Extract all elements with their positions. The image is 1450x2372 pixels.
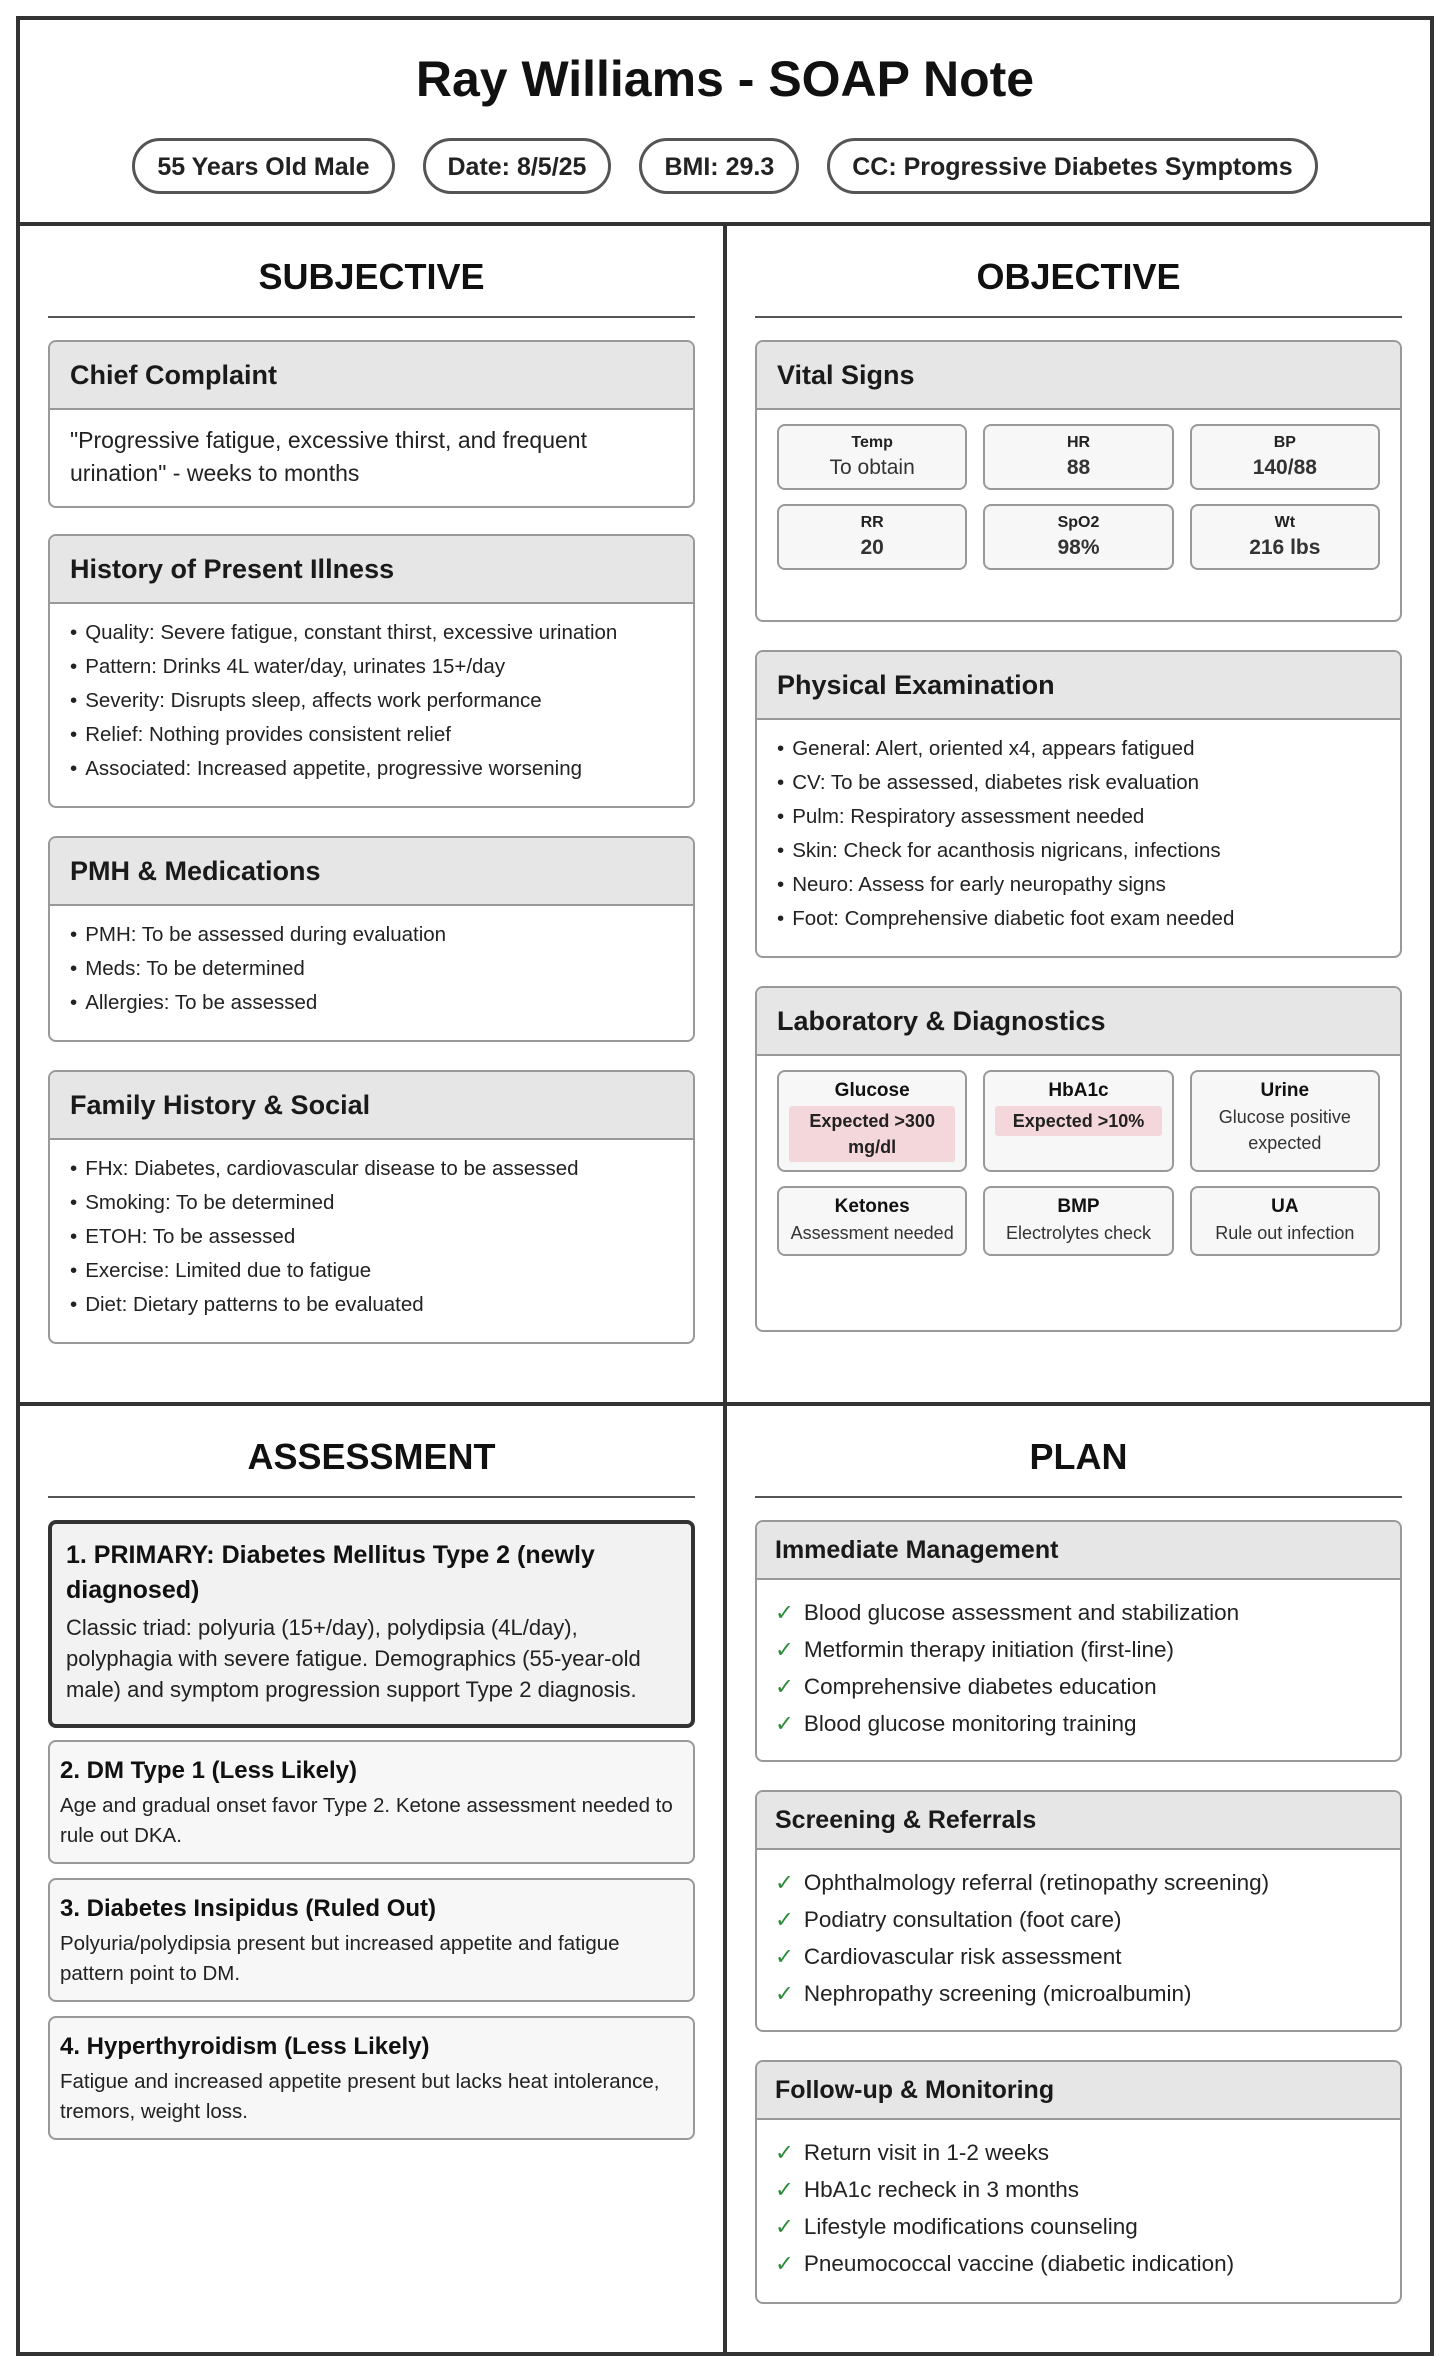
- lab-value: Glucose positive expected: [1218, 1107, 1351, 1153]
- lab-value: Rule out infection: [1215, 1223, 1355, 1243]
- list-item: • General: Alert, oriented x4, appears fatigued: [777, 732, 1380, 766]
- diagnosis-primary: [48, 1520, 695, 1728]
- header: [20, 20, 1430, 226]
- vital-label: SpO2: [1057, 514, 1100, 531]
- pmh-list: [70, 918, 673, 1020]
- lab-hba1c: [983, 1070, 1173, 1172]
- vital-bp: [1190, 424, 1380, 490]
- check-icon: ✓: [775, 2214, 794, 2239]
- patient-info-pills: [20, 138, 1430, 194]
- lab-ketones: [777, 1186, 967, 1256]
- vital-value: 216 lbs: [1249, 536, 1321, 559]
- list-item: [775, 1631, 1382, 1668]
- pill-date: Date: 8/5/25: [423, 138, 612, 194]
- followup-monitoring-list: [757, 2120, 1400, 2288]
- list-item: [775, 2245, 1382, 2282]
- vital-value: 140/88: [1252, 456, 1317, 479]
- list-item-text: Lifestyle modifications counseling: [803, 2214, 1138, 2239]
- labs-grid: [757, 1056, 1400, 1274]
- lab-urine: [1190, 1070, 1380, 1172]
- list-item: • FHx: Diabetes, cardiovascular disease to be assessed: [70, 1152, 673, 1186]
- list-item: • Pulm: Respiratory assessment needed: [777, 800, 1380, 834]
- vital-rr: [777, 504, 967, 570]
- lab-label: Glucose: [834, 1080, 910, 1101]
- vital-label: Wt: [1274, 514, 1296, 531]
- list-item: • ETOH: To be assessed: [70, 1220, 673, 1254]
- physical-exam-heading: Physical Examination: [757, 652, 1400, 720]
- diagnosis-text: Polyuria/polydipsia present but increased appetite and fatigue pattern point to DM.: [60, 1932, 620, 1985]
- family-social-list: [70, 1152, 673, 1322]
- list-item: [775, 1938, 1382, 1975]
- list-item: • Diet: Dietary patterns to be evaluated: [70, 1288, 673, 1322]
- diagnosis-title: 4. Hyperthyroidism (Less Likely): [60, 2033, 430, 2060]
- list-item: [775, 1594, 1382, 1631]
- list-item: [775, 1705, 1382, 1742]
- list-item: [775, 1975, 1382, 2012]
- chief-complaint-text: "Progressive fatigue, excessive thirst, and frequent urination" - weeks to months: [70, 427, 587, 486]
- list-item: • Relief: Nothing provides consistent relief: [70, 718, 673, 752]
- lab-label: Ketones: [834, 1196, 910, 1217]
- lab-ua: [1190, 1186, 1380, 1256]
- check-icon: ✓: [775, 1674, 794, 1699]
- check-icon: ✓: [775, 1637, 794, 1662]
- lab-value: Electrolytes check: [1005, 1223, 1152, 1243]
- lab-label: UA: [1271, 1196, 1299, 1217]
- plan-title: PLAN: [755, 1436, 1402, 1498]
- list-item: [775, 1864, 1382, 1901]
- subjective-title: SUBJECTIVE: [48, 256, 695, 318]
- immediate-management-list: [757, 1580, 1400, 1748]
- lab-label: Urine: [1260, 1080, 1310, 1101]
- check-icon: ✓: [775, 1711, 794, 1736]
- list-item-text: Blood glucose assessment and stabilization: [803, 1600, 1240, 1625]
- list-item: • Severity: Disrupts sleep, affects work performance: [70, 684, 673, 718]
- hpi-card: [48, 534, 695, 808]
- assessment-title: ASSESSMENT: [48, 1436, 695, 1498]
- pmh-heading: PMH & Medications: [50, 838, 693, 906]
- vital-weight: [1190, 504, 1380, 570]
- lab-label: HbA1c: [1048, 1080, 1109, 1101]
- list-item: • Meds: To be determined: [70, 952, 673, 986]
- list-item: • Quality: Severe fatigue, constant thirst, excessive urination: [70, 616, 673, 650]
- list-item: [775, 1668, 1382, 1705]
- vital-label: RR: [860, 514, 884, 531]
- pill-chief-complaint: CC: Progressive Diabetes Symptoms: [827, 138, 1317, 194]
- immediate-management-heading: Immediate Management: [757, 1522, 1400, 1580]
- check-icon: ✓: [775, 1981, 794, 2006]
- list-item-text: Ophthalmology referral (retinopathy screening): [803, 1870, 1270, 1895]
- check-icon: ✓: [775, 1907, 794, 1932]
- list-item: • CV: To be assessed, diabetes risk evaluation: [777, 766, 1380, 800]
- vital-signs-heading: Vital Signs: [757, 342, 1400, 410]
- chief-complaint-heading: Chief Complaint: [50, 342, 693, 410]
- vital-signs-card: [755, 340, 1402, 622]
- lab-glucose: [777, 1070, 967, 1172]
- list-item: • PMH: To be assessed during evaluation: [70, 918, 673, 952]
- diagnosis-title: 1. PRIMARY: Diabetes Mellitus Type 2 (newly diagnosed): [66, 1541, 595, 1604]
- list-item-text: HbA1c recheck in 3 months: [803, 2177, 1079, 2202]
- list-item-text: Cardiovascular risk assessment: [803, 1944, 1122, 1969]
- diagnosis-text: Fatigue and increased appetite present but lacks heat intolerance, tremors, weight loss.: [60, 2070, 660, 2123]
- chief-complaint-card: [48, 340, 695, 508]
- list-item: • Pattern: Drinks 4L water/day, urinates 15+/day: [70, 650, 673, 684]
- list-item: • Exercise: Limited due to fatigue: [70, 1254, 673, 1288]
- lab-bmp: [983, 1186, 1173, 1256]
- vital-label: Temp: [851, 434, 893, 451]
- lab-label: BMP: [1057, 1196, 1100, 1217]
- list-item-text: Nephropathy screening (microalbumin): [803, 1981, 1192, 2006]
- list-item: • Allergies: To be assessed: [70, 986, 673, 1020]
- list-item-text: Blood glucose monitoring training: [803, 1711, 1137, 1736]
- vital-hr: [983, 424, 1173, 490]
- check-icon: ✓: [775, 1870, 794, 1895]
- check-icon: ✓: [775, 1600, 794, 1625]
- objective-title: OBJECTIVE: [755, 256, 1402, 318]
- list-item: [775, 2171, 1382, 2208]
- vital-label: HR: [1066, 434, 1091, 451]
- list-item: [775, 2134, 1382, 2171]
- diagnosis-item: [48, 1878, 695, 2002]
- labs-heading: Laboratory & Diagnostics: [757, 988, 1400, 1056]
- check-icon: ✓: [775, 2251, 794, 2276]
- hpi-heading: History of Present Illness: [50, 536, 693, 604]
- list-item: • Smoking: To be determined: [70, 1186, 673, 1220]
- vital-label: BP: [1273, 434, 1296, 451]
- screening-referrals-list: [757, 1850, 1400, 2018]
- vital-value: To obtain: [829, 456, 915, 479]
- pmh-card: [48, 836, 695, 1042]
- diagnosis-text: Classic triad: polyuria (15+/day), polydipsia (4L/day), polyphagia with severe fatigue. Demographics (55-year-old male) and symptom progression support Type 2 diagnosis.: [66, 1615, 641, 1702]
- check-icon: ✓: [775, 2140, 794, 2165]
- objective-section: [727, 226, 1430, 1406]
- list-item: • Skin: Check for acanthosis nigricans, infections: [777, 834, 1380, 868]
- list-item: • Neuro: Assess for early neuropathy signs: [777, 868, 1380, 902]
- page-title: Ray Williams - SOAP Note: [415, 51, 1035, 107]
- vital-value: 98%: [1057, 536, 1100, 559]
- family-social-heading: Family History & Social: [50, 1072, 693, 1140]
- list-item-text: Podiatry consultation (foot care): [803, 1907, 1122, 1932]
- vital-spo2: [983, 504, 1173, 570]
- diagnosis-title: 2. DM Type 1 (Less Likely): [60, 1757, 357, 1784]
- lab-value: Expected >300 mg/dl: [789, 1106, 955, 1162]
- lab-value: Expected >10%: [995, 1106, 1161, 1136]
- assessment-section: [20, 1406, 727, 2352]
- check-icon: ✓: [775, 2177, 794, 2202]
- list-item-text: Return visit in 1-2 weeks: [803, 2140, 1049, 2165]
- subjective-section: [20, 226, 727, 1406]
- labs-card: [755, 986, 1402, 1332]
- list-item-text: Metformin therapy initiation (first-line): [803, 1637, 1174, 1662]
- vital-temp: [777, 424, 967, 490]
- followup-monitoring-card: [755, 2060, 1402, 2304]
- immediate-management-card: [755, 1520, 1402, 1762]
- diagnosis-item: [48, 2016, 695, 2140]
- screening-referrals-card: [755, 1790, 1402, 2032]
- list-item: [775, 2208, 1382, 2245]
- hpi-list: [70, 616, 673, 786]
- diagnosis-text: Age and gradual onset favor Type 2. Ketone assessment needed to rule out DKA.: [60, 1794, 673, 1847]
- vital-value: 88: [1066, 456, 1091, 479]
- diagnosis-item: [48, 1740, 695, 1864]
- plan-section: [727, 1406, 1430, 2352]
- list-item: • Associated: Increased appetite, progressive worsening: [70, 752, 673, 786]
- family-social-card: [48, 1070, 695, 1344]
- list-item-text: Pneumococcal vaccine (diabetic indication): [803, 2251, 1235, 2276]
- pill-age-sex: 55 Years Old Male: [132, 138, 394, 194]
- list-item: • Foot: Comprehensive diabetic foot exam needed: [777, 902, 1380, 936]
- vital-signs-grid: [757, 410, 1400, 588]
- lab-value: Assessment needed: [790, 1223, 954, 1243]
- vital-value: 20: [860, 536, 884, 559]
- list-item-text: Comprehensive diabetes education: [803, 1674, 1157, 1699]
- pill-bmi: BMI: 29.3: [639, 138, 799, 194]
- physical-exam-list: [777, 732, 1380, 936]
- soap-note-page: [16, 16, 1434, 2356]
- screening-referrals-heading: Screening & Referrals: [757, 1792, 1400, 1850]
- physical-exam-card: [755, 650, 1402, 958]
- followup-monitoring-heading: Follow-up & Monitoring: [757, 2062, 1400, 2120]
- check-icon: ✓: [775, 1944, 794, 1969]
- diagnosis-title: 3. Diabetes Insipidus (Ruled Out): [60, 1895, 437, 1922]
- list-item: [775, 1901, 1382, 1938]
